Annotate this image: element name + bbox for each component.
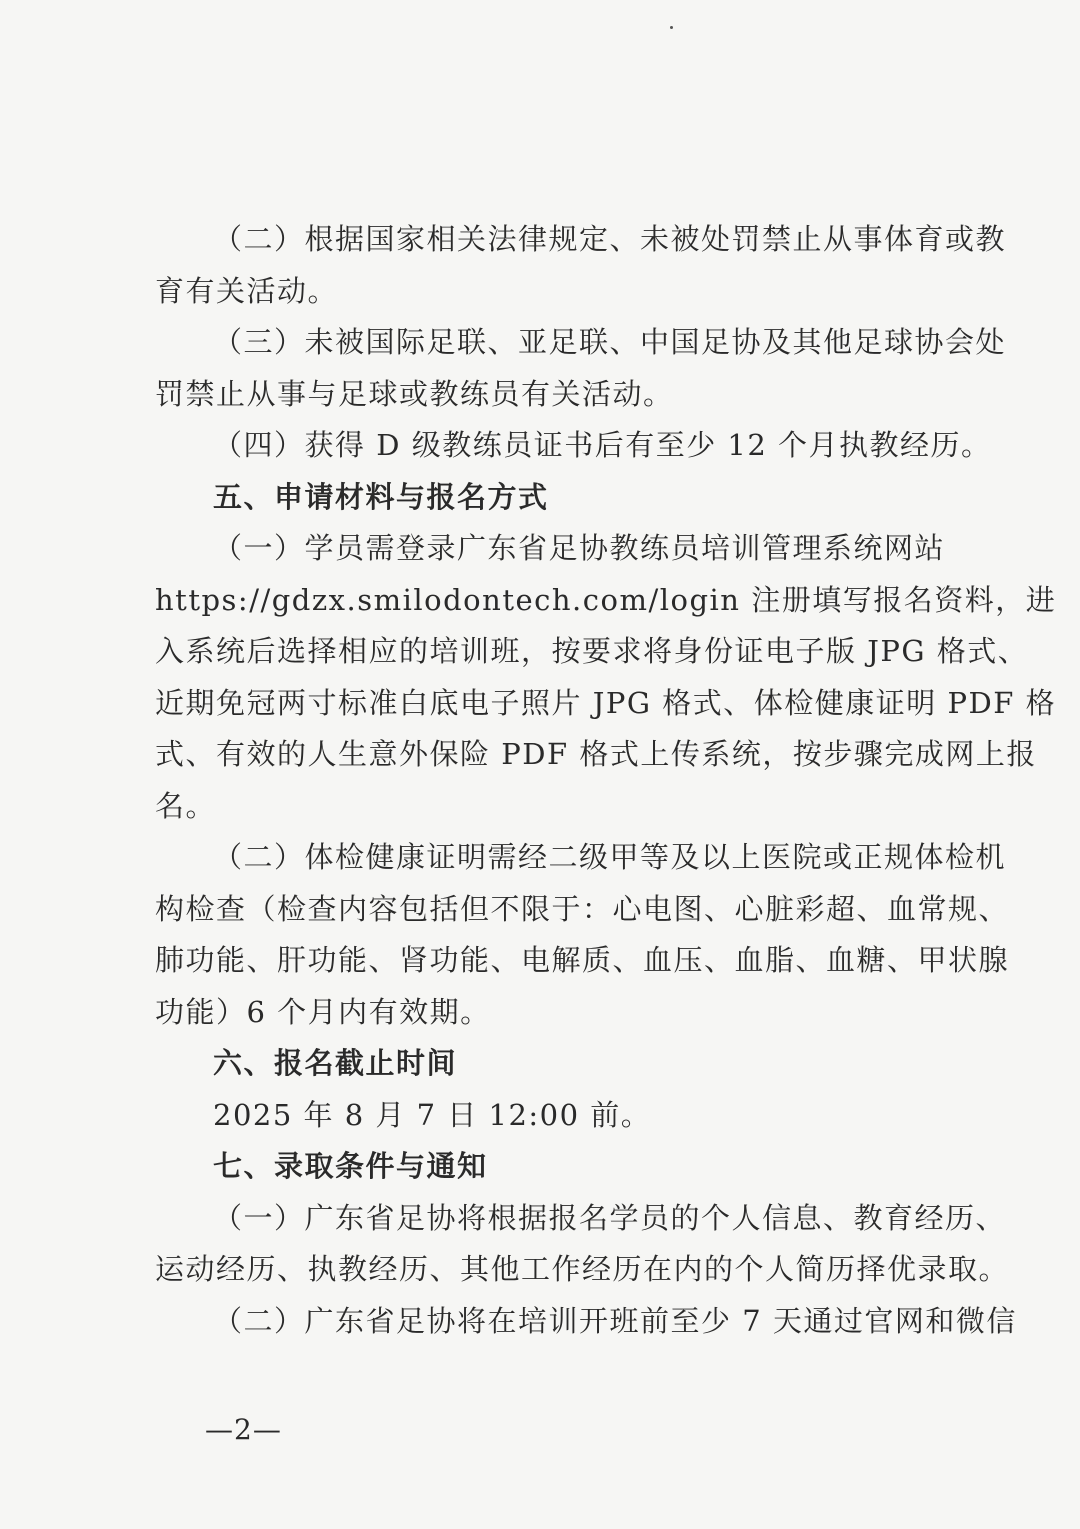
section-heading: 七、录取条件与通知: [213, 1149, 488, 1183]
paragraph-line: （一）广东省足协将根据报名学员的个人信息、教育经历、: [213, 1200, 1007, 1235]
paragraph-line: 运动经历、执教经历、其他工作经历在内的个人简历择优录取。: [155, 1252, 1010, 1286]
scan-speck: [670, 26, 673, 29]
url-line: https://gdzx.smilodontech.com/login 注册填写报名资料，进: [155, 582, 1057, 617]
document-body: [155, 214, 1057, 1347]
paragraph-line: （三）未被国际足联、亚足联、中国足协及其他足球协会处: [213, 325, 1007, 359]
paragraph-line: 功能）6 个月内有效期。: [155, 994, 491, 1029]
paragraph-line: 肺功能、肝功能、肾功能、电解质、血压、血脂、血糖、甲状腺: [155, 943, 1010, 977]
paragraph-line: （二）根据国家相关法律规定、未被处罚禁止从事体育或教: [213, 222, 1007, 256]
section-heading: 六、报名截止时间: [213, 1046, 458, 1080]
paragraph-line: 式、有效的人生意外保险 PDF 格式上传系统，按步骤完成网上报: [155, 737, 1037, 771]
section-heading: 五、申请材料与报名方式: [213, 479, 549, 514]
page-number: —2—: [205, 1413, 282, 1446]
paragraph-line: （二）体检健康证明需经二级甲等及以上医院或正规体检机: [213, 840, 1007, 874]
paragraph-line: 罚禁止从事与足球或教练员有关活动。: [155, 376, 674, 411]
paragraph-line: 入系统后选择相应的培训班，按要求将身份证电子版 JPG 格式、: [155, 634, 1029, 668]
paragraph-line: （四）获得 D 级教练员证书后有至少 12 个月执教经历。: [213, 428, 992, 462]
deadline-text: 2025 年 8 月 7 日 12:00 前。: [213, 1097, 652, 1132]
paragraph-line: 近期免冠两寸标准白底电子照片 JPG 格式、体检健康证明 PDF 格: [155, 685, 1057, 720]
paragraph-line: 育有关活动。: [155, 273, 339, 308]
paragraph-line: 名。: [155, 788, 217, 823]
paragraph-line: 构检查（检查内容包括但不限于：心电图、心脏彩超、血常规、: [155, 891, 1010, 926]
paragraph-line: （二）广东省足协将在培训开班前至少 7 天通过官网和微信: [213, 1303, 1017, 1338]
paragraph-line: （一）学员需登录广东省足协教练员培训管理系统网站: [213, 531, 946, 565]
